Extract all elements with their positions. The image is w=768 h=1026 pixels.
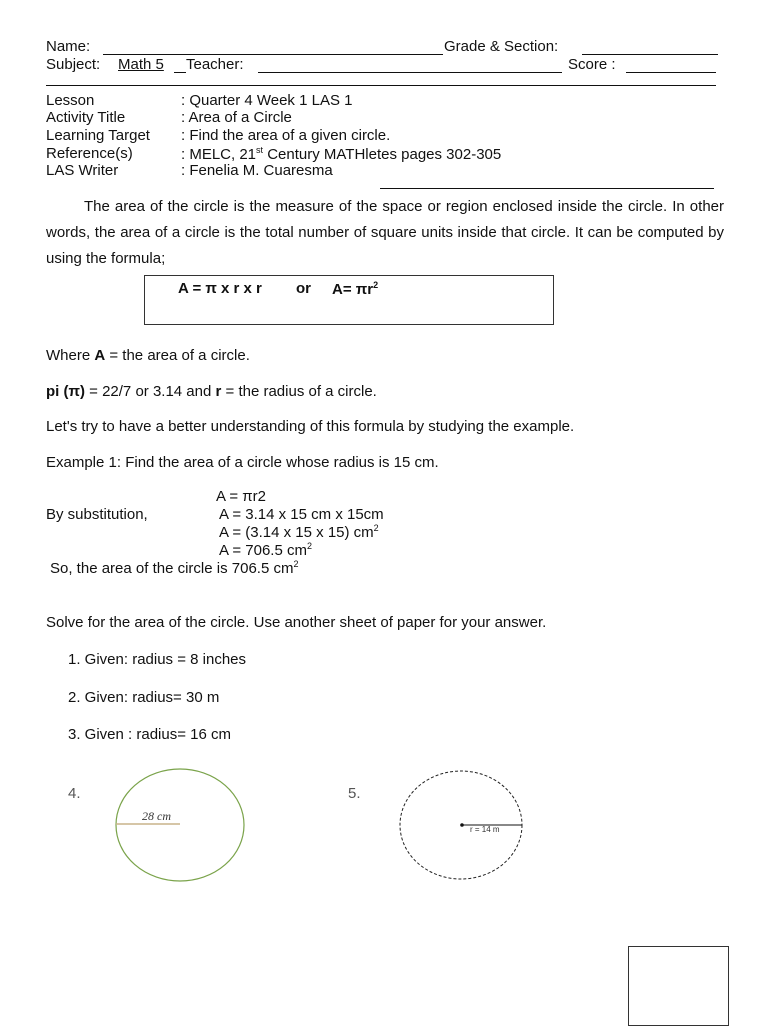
info-label-writer: LAS Writer <box>46 162 119 179</box>
divider-top <box>46 85 716 86</box>
circle-figure-5 <box>396 768 528 884</box>
formula-or: or <box>296 280 311 297</box>
step-1: A = πr2 <box>216 488 266 505</box>
circle-4-outline <box>116 769 244 881</box>
step-3: A = (3.14 x 15 x 15) $cm^2$ <box>219 523 379 541</box>
info-label-target: Learning Target <box>46 127 150 144</box>
item-3: 3. Given : radius= 16 cm <box>68 726 231 743</box>
step-2: A = 3.14 x 15 cm x 15cm <box>219 506 384 523</box>
item-5-number: 5. <box>348 785 361 802</box>
formula-right: $A= \pi r^2$ <box>332 280 379 298</box>
name-label: Name: <box>46 38 91 55</box>
grade-section-blank[interactable] <box>582 38 718 55</box>
info-value-target: : Find the area of a given circle. <box>181 127 391 144</box>
info-value-lesson: : Quarter 4 Week 1 LAS 1 <box>181 92 353 109</box>
info-value-reference: : MELC, 21st Century MATHletes pages 302-305 <box>181 145 502 163</box>
score-label: Score : <box>568 56 616 73</box>
intro-paragraph: The area of the circle is the measure of the space or region enclosed inside the circle. In other words, the area of a circle is the total number of square units inside that circle. It can be computed by using the formula; <box>46 198 724 267</box>
score-blank[interactable] <box>626 56 716 73</box>
answer-box <box>628 946 729 1026</box>
instruction: Solve for the area of the circle. Use another sheet of paper for your answer. <box>46 614 547 631</box>
pi-line: pi (π) = 22/7 or 3.14 and r = the radius of a circle. <box>46 383 377 400</box>
item-1: 1. Given: radius = 8 inches <box>68 651 247 668</box>
circle-5-label: r = 14 m <box>470 825 500 834</box>
lets-try-line: Let's try to have a better understanding of this formula by studying the example. <box>46 418 575 435</box>
item-4-number: 4. <box>68 785 81 802</box>
circle-figure-4 <box>108 762 254 888</box>
info-value-activity: : Area of a Circle <box>181 109 292 126</box>
info-label-activity: Activity Title <box>46 109 126 126</box>
subject-blank <box>174 56 186 73</box>
example-title: Example 1: Find the area of a circle whose radius is 15 cm. <box>46 454 439 471</box>
where-line: Where A = the area of a circle. <box>46 347 250 364</box>
step-4: A = 706.5 $cm^2$ <box>219 541 312 559</box>
circle-4-label: 28 cm <box>142 809 171 823</box>
divider-info <box>380 188 714 189</box>
so-line: So, the area of the circle is 706.5 $cm^2$ <box>50 559 299 577</box>
teacher-blank[interactable] <box>258 56 562 73</box>
teacher-label: Teacher: <box>186 56 244 73</box>
subject-label: Subject: <box>46 56 101 73</box>
item-2: 2. Given: radius= 30 m <box>68 689 220 706</box>
grade-section-label: Grade & Section: <box>444 38 559 55</box>
name-blank[interactable] <box>103 38 443 55</box>
formula-left: A = π x r x r <box>178 280 262 297</box>
info-value-writer: : Fenelia M. Cuaresma <box>181 162 333 179</box>
info-label-lesson: Lesson <box>46 92 95 109</box>
substitution-label: By substitution, <box>46 506 148 523</box>
info-label-reference: Reference(s) <box>46 145 133 162</box>
subject-value: Math 5 <box>118 56 164 73</box>
